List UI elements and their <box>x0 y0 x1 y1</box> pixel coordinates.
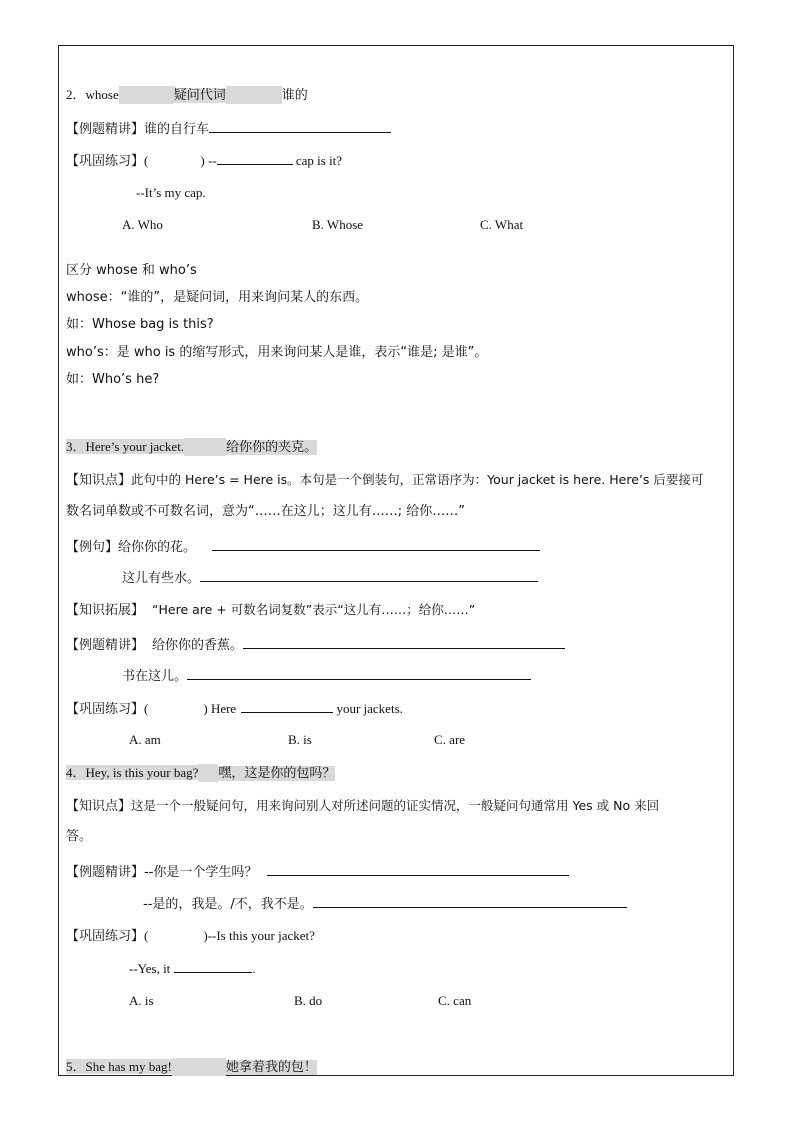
example-tag: 【例题精讲】 <box>66 865 145 880</box>
answer-blank[interactable] <box>241 699 333 713</box>
option-a: A. am <box>129 732 161 747</box>
paren-open: ( <box>144 928 149 943</box>
example-sentence-2 <box>122 568 538 588</box>
example-text: --你是一个学生吗？ <box>144 865 258 880</box>
heading-chinese: 嘿，这是你的包吗？ <box>218 766 336 781</box>
extension-line <box>66 601 475 620</box>
example-tag: 【例题精讲】 <box>66 638 145 653</box>
knowledge-point-line1 <box>66 797 659 816</box>
section-4-heading <box>66 764 335 783</box>
knowledge-tag: 【知识点】 <box>66 473 132 488</box>
practice-line <box>66 151 342 171</box>
practice-line <box>66 927 315 946</box>
section-number: 4． <box>66 765 86 780</box>
heading-meaning: 谁的 <box>281 88 308 103</box>
knowledge-point-line1 <box>66 471 703 490</box>
heading-type: 疑问代词 <box>173 88 226 103</box>
answer-blank[interactable] <box>212 537 540 551</box>
practice-tag: 【巩固练习】 <box>66 154 145 169</box>
highlight-gap <box>198 764 218 782</box>
answer-line <box>129 959 256 978</box>
example-sentence-tag: 【例句】 <box>66 540 119 555</box>
heading-english: Here’s your jacket. <box>85 439 185 454</box>
knowledge-point-line2: 数名词单数或不可数名词，意为“……在这儿；这儿有……; 给你……” <box>66 504 465 519</box>
heading-word: whose <box>85 87 119 102</box>
option-c: C. What <box>480 217 524 232</box>
practice-tail: cap is it? <box>292 153 343 168</box>
knowledge-point-line2: 答。 <box>66 829 93 844</box>
answer-prefix: --Yes, it <box>129 961 171 976</box>
option-c: C. can <box>438 993 472 1008</box>
example-sentence-text: 给你你的花。 <box>118 540 197 555</box>
heading-chinese: 她拿着我的包！ <box>225 1060 317 1075</box>
extension-text: “Here are + 可数名词复数”表示“这儿有……；给你……” <box>152 602 476 617</box>
example-drill-2 <box>143 894 627 914</box>
section-number: 2． <box>66 87 86 102</box>
heading-english: Hey, is this your bag? <box>85 765 199 780</box>
paren-open: ( <box>144 153 149 168</box>
option-a: A. Who <box>122 217 163 232</box>
example-line <box>66 119 391 139</box>
answer-line: --It’s my cap. <box>136 185 206 200</box>
answer-blank[interactable] <box>267 862 569 876</box>
whose-definition: whose：“谁的”，是疑问词，用来询问某人的东西。 <box>66 290 369 305</box>
heading-english: She has my bag! <box>85 1059 172 1074</box>
option-b: B. do <box>294 993 323 1008</box>
example-text: --是的，我是。/不，我不是。 <box>143 897 313 912</box>
answer-blank[interactable] <box>187 666 531 680</box>
heading-chinese: 给你你的夹克。 <box>226 440 318 455</box>
option-b: B. Whose <box>312 217 364 232</box>
answer-blank[interactable] <box>209 119 391 133</box>
example-text: 书在这儿。 <box>122 669 188 684</box>
section-number: 3． <box>66 439 86 454</box>
section-number: 5． <box>66 1059 86 1074</box>
practice-tag: 【巩固练习】 <box>66 929 145 944</box>
practice-tail: your jackets. <box>333 701 403 716</box>
highlight-gap <box>172 1058 226 1076</box>
answer-blank[interactable] <box>217 151 293 165</box>
option-b: B. is <box>288 732 312 747</box>
example-tag: 【例题精讲】 <box>66 122 145 137</box>
answer-blank[interactable] <box>200 568 538 582</box>
practice-tag: 【巩固练习】 <box>66 702 145 717</box>
paren-close: ) -- <box>200 153 217 168</box>
paren-close: )--Is this your jacket? <box>203 928 315 943</box>
paren-close: ) Here <box>203 701 237 716</box>
example-drill-2 <box>122 666 531 686</box>
example-text: 给你你的香蕉。 <box>152 638 244 653</box>
highlight-gap <box>226 86 282 104</box>
paren-open: ( <box>144 701 149 716</box>
practice-line <box>66 699 403 719</box>
example-drill-1 <box>66 635 565 655</box>
option-c: C. are <box>434 732 466 747</box>
answer-blank[interactable] <box>243 635 565 649</box>
answer-blank[interactable] <box>313 894 627 908</box>
knowledge-tag: 【知识点】 <box>66 799 132 814</box>
knowledge-text: 此句中的 Here’s = Here is。本句是一个倒装句，正常语序为：Your jacket is here. Here’s 后要接可 <box>131 472 704 487</box>
section-3-heading <box>66 438 317 457</box>
example-drill-1 <box>66 862 569 882</box>
diff-title: 区分 whose 和 who’s <box>66 263 197 278</box>
example-sentence-1 <box>66 537 540 557</box>
section-2-heading <box>66 86 308 105</box>
example-text: 谁的自行车 <box>144 122 210 137</box>
option-a: A. is <box>129 993 154 1008</box>
answer-suffix: . <box>252 961 256 976</box>
extension-tag: 【知识拓展】 <box>66 603 145 618</box>
whos-definition: who’s：是 who is 的缩写形式，用来询问某人是谁，表示“谁是; 是谁”。 <box>66 345 488 360</box>
section-5-heading <box>66 1058 317 1077</box>
whos-example: 如：Who’s he? <box>66 372 160 387</box>
knowledge-text: 这是一个一般疑问句，用来询问别人对所述问题的证实情况，一般疑问句通常用 Yes 或 No 来回 <box>131 798 660 813</box>
answer-blank[interactable] <box>174 959 252 973</box>
highlight-gap <box>119 86 174 104</box>
highlight-gap <box>184 438 226 456</box>
example-sentence-text: 这儿有些水。 <box>122 571 201 586</box>
whose-example: 如：Whose bag is this? <box>66 317 214 332</box>
